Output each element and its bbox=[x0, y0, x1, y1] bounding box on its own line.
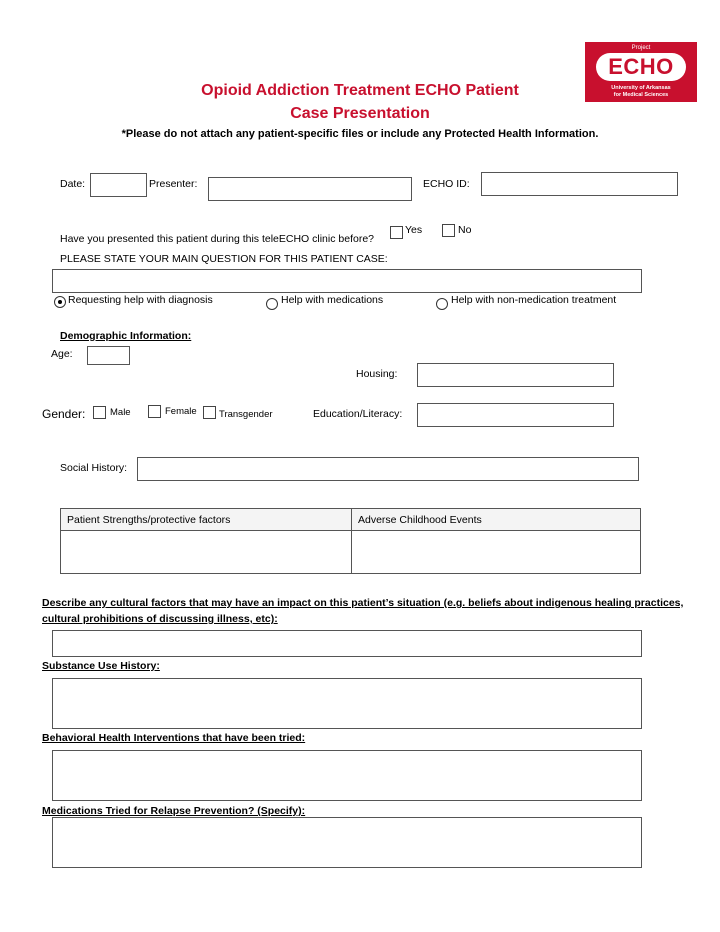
presented-yes-checkbox[interactable] bbox=[390, 226, 403, 239]
date-label: Date: bbox=[60, 178, 86, 190]
ace-cell[interactable] bbox=[352, 531, 641, 574]
demographics-heading: Demographic Information: bbox=[60, 330, 192, 342]
gender-label: Gender: bbox=[42, 407, 86, 421]
date-field[interactable] bbox=[90, 173, 147, 197]
cultural-factors-heading-line1: Describe any cultural factors that may have an impact on this patient’s situation (e.g. beliefs about indigenous healing practices, bbox=[42, 597, 684, 609]
radio-medications[interactable] bbox=[266, 298, 278, 310]
social-history-label: Social History: bbox=[60, 462, 128, 474]
behavioral-heading: Behavioral Health Interventions that have been tried: bbox=[42, 732, 306, 744]
logo-project-text: Project bbox=[631, 45, 651, 51]
main-question-field[interactable] bbox=[52, 269, 642, 293]
logo-university-text: University of Arkansas for Medical Sciences bbox=[611, 85, 671, 98]
main-question-label: PLEASE STATE YOUR MAIN QUESTION FOR THIS PATIENT CASE: bbox=[60, 253, 388, 265]
social-history-field[interactable] bbox=[137, 457, 639, 481]
education-label: Education/Literacy: bbox=[313, 408, 403, 420]
ace-header: Adverse Childhood Events bbox=[352, 509, 641, 531]
gender-male-checkbox[interactable] bbox=[93, 406, 106, 419]
cultural-factors-heading-line2: cultural prohibitions of discussing illness, etc): bbox=[42, 613, 278, 625]
substance-use-heading: Substance Use History: bbox=[42, 660, 160, 672]
presented-no-checkbox[interactable] bbox=[442, 224, 455, 237]
strengths-header: Patient Strengths/protective factors bbox=[61, 509, 352, 531]
age-label: Age: bbox=[51, 348, 73, 360]
education-field[interactable] bbox=[417, 403, 614, 427]
gender-transgender-label: Transgender bbox=[219, 409, 273, 420]
echo-id-field[interactable] bbox=[481, 172, 678, 196]
age-field[interactable] bbox=[87, 346, 130, 365]
option-non-medication-label: Help with non-medication treatment bbox=[451, 294, 617, 306]
gender-male-label: Male bbox=[110, 407, 131, 418]
substance-use-field[interactable] bbox=[52, 678, 642, 729]
option-medications-label: Help with medications bbox=[281, 294, 384, 306]
behavioral-field[interactable] bbox=[52, 750, 642, 801]
logo-echo-text: ECHO bbox=[596, 53, 686, 81]
option-diagnosis-label: Requesting help with diagnosis bbox=[68, 294, 213, 306]
radio-non-medication[interactable] bbox=[436, 298, 448, 310]
phi-notice: *Please do not attach any patient-specific files or include any Protected Health Information. bbox=[121, 128, 599, 140]
echo-id-label: ECHO ID: bbox=[423, 178, 470, 190]
medications-field[interactable] bbox=[52, 817, 642, 868]
cultural-factors-field[interactable] bbox=[52, 630, 642, 657]
housing-field[interactable] bbox=[417, 363, 614, 387]
medications-heading: Medications Tried for Relapse Prevention? (Specify): bbox=[42, 805, 306, 817]
housing-label: Housing: bbox=[356, 368, 398, 380]
form-title-line2: Case Presentation bbox=[290, 105, 430, 122]
gender-female-checkbox[interactable] bbox=[148, 405, 161, 418]
presenter-field[interactable] bbox=[208, 177, 412, 201]
presented-no-label: No bbox=[458, 224, 472, 236]
strengths-cell[interactable] bbox=[61, 531, 352, 574]
form-title-line1: Opioid Addiction Treatment ECHO Patient bbox=[201, 82, 519, 99]
radio-diagnosis[interactable] bbox=[54, 296, 66, 308]
presented-yes-label: Yes bbox=[405, 224, 423, 236]
strengths-ace-table bbox=[60, 508, 641, 574]
gender-transgender-checkbox[interactable] bbox=[203, 406, 216, 419]
presented-before-question: Have you presented this patient during this teleECHO clinic before? bbox=[60, 233, 375, 245]
presenter-label: Presenter: bbox=[149, 178, 198, 190]
gender-female-label: Female bbox=[165, 406, 197, 417]
